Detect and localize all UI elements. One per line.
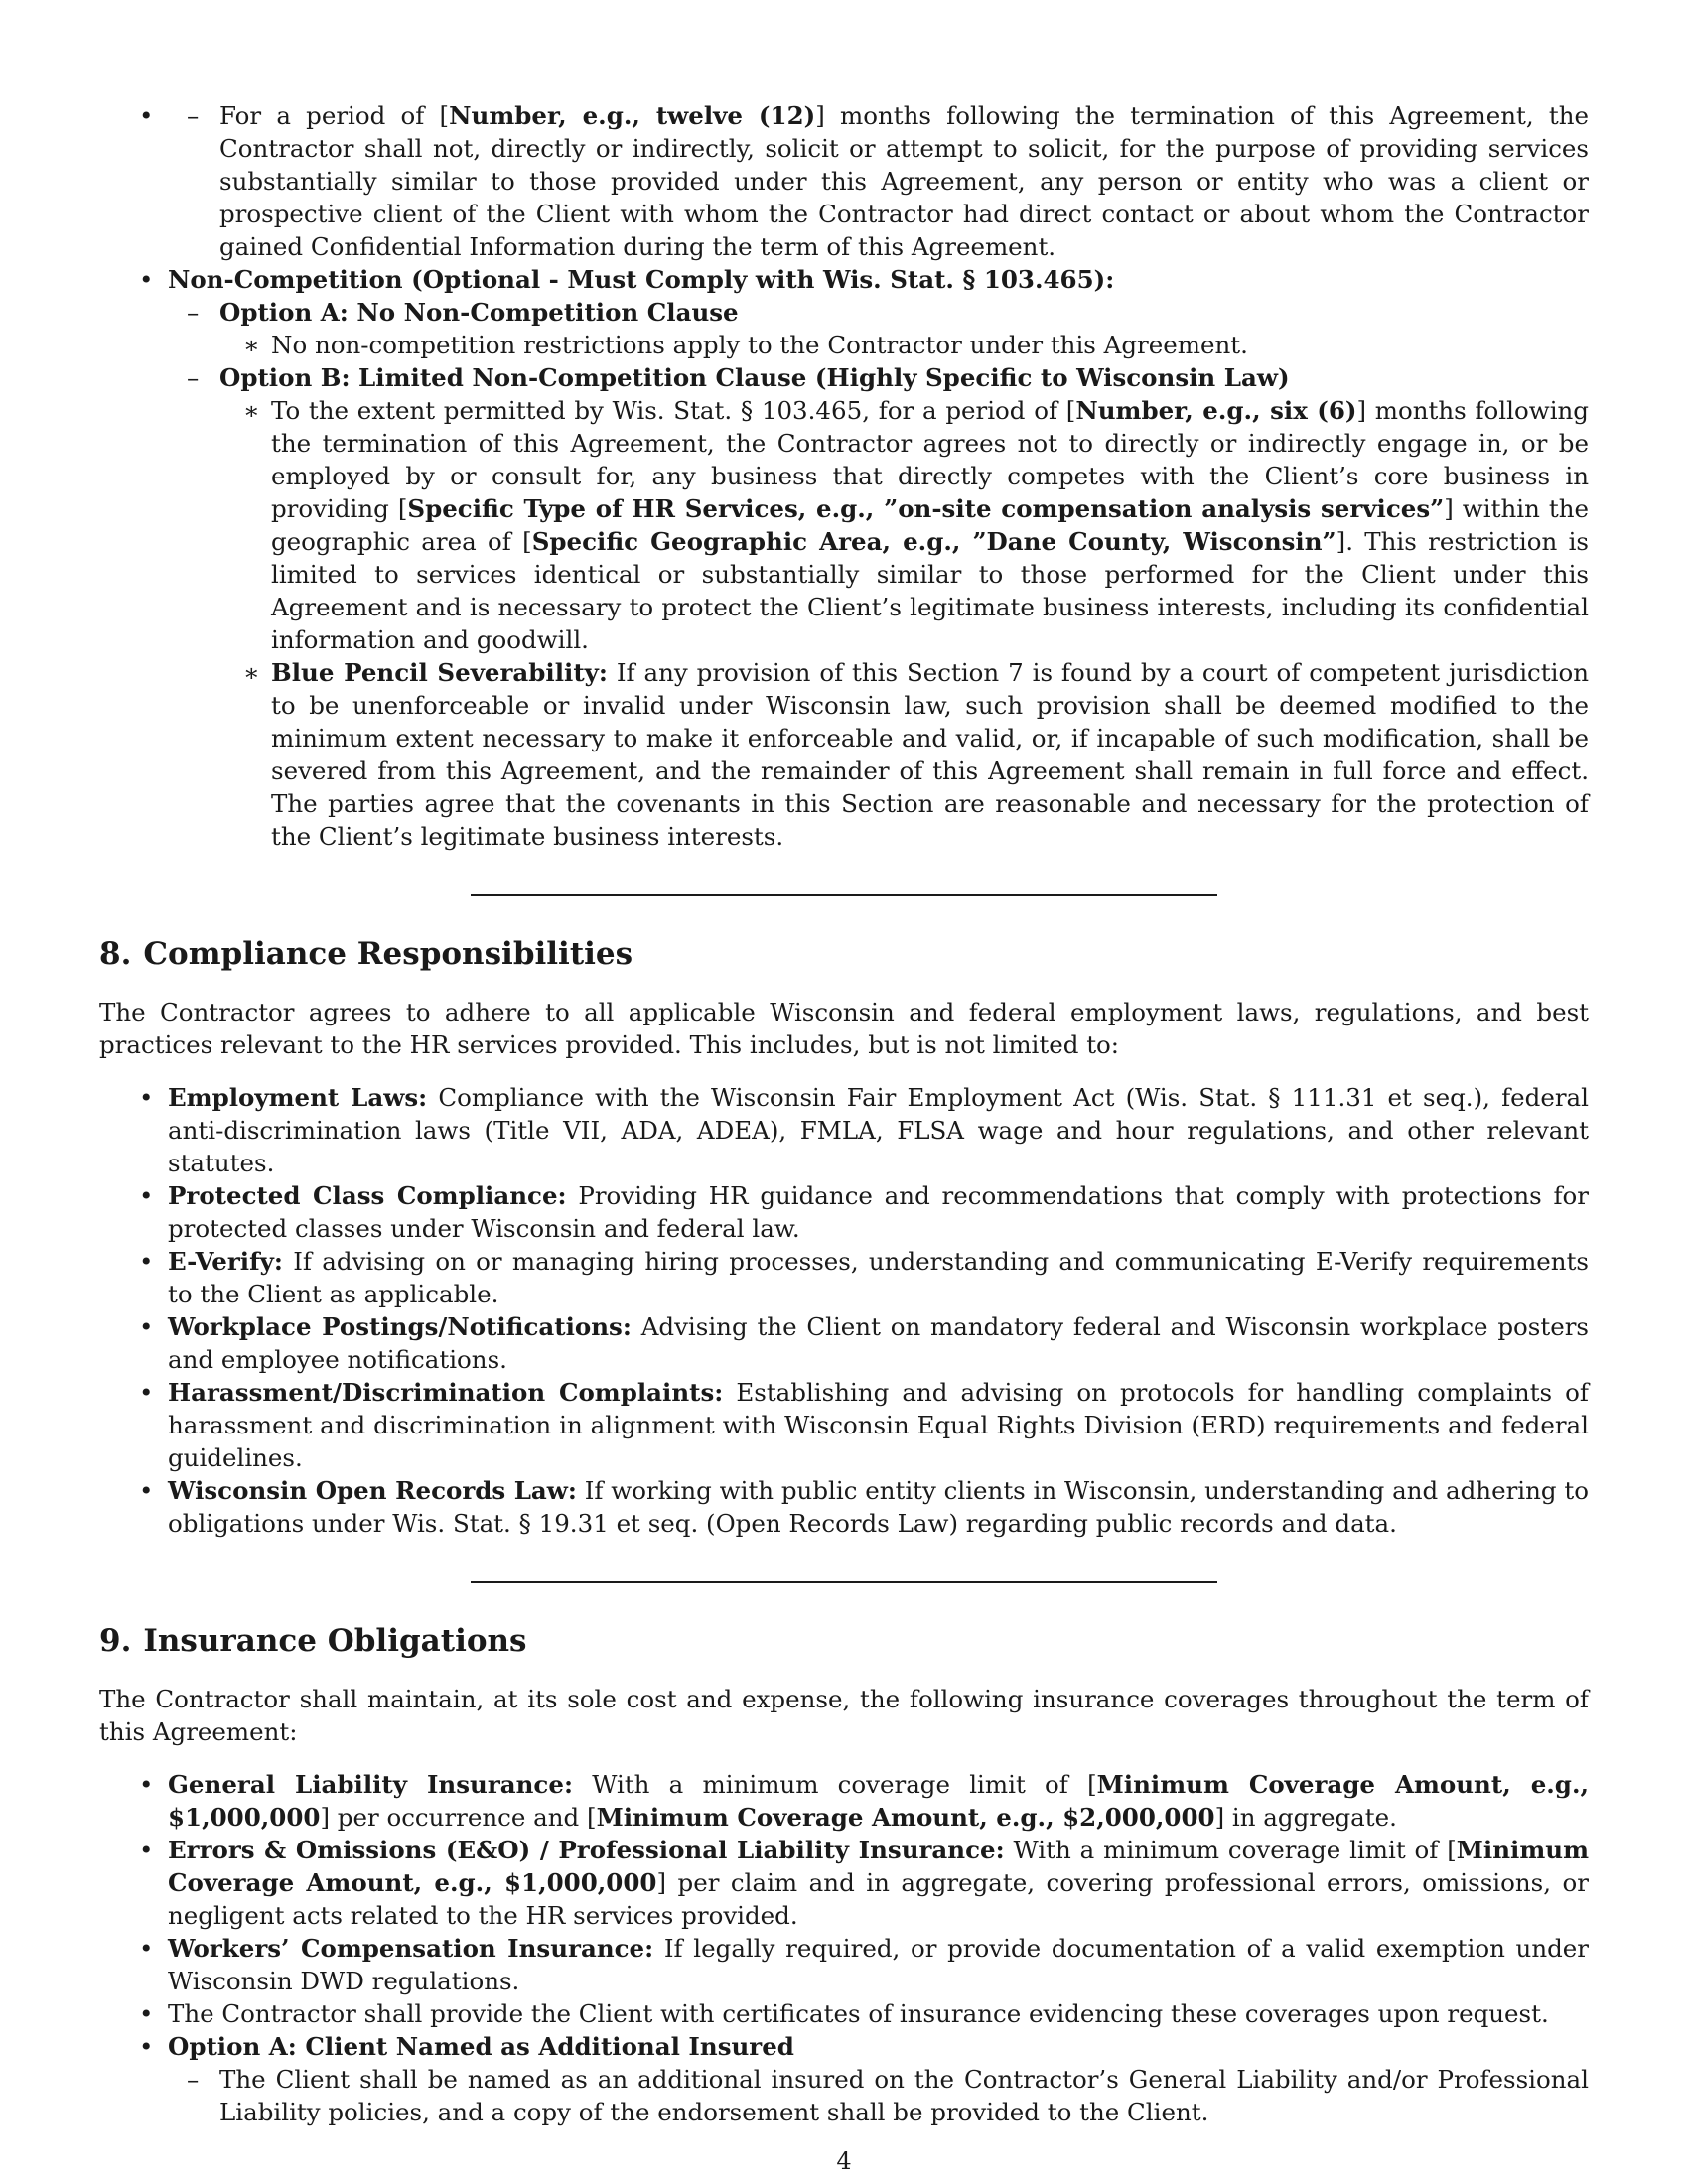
option-b-item: – Option B: Limited Non-Competition Clause (Highly Specific to Wisconsin Law) ∗ To the extent permitted by Wis. Stat. § 103.465, for a period of [Number, e.g., six (6)] months following the termination of this Agreement, the Contractor agrees not to directly or indirectly engage in, or be employed by or consult for, any business that directly competes with the Client’s core business in providing [Specific Type of HR Services, e.g., ”on-site compensation analysis services”] within the geographic area of [Specific Geographic Area, e.g., ”Dane County, Wisconsin”]. This restriction is limited to services identical or substantially similar to those performed for the Client under this Agreement and is necessary to protect the Client’s legitimate business interests, including its confidential information and goodwill. ∗ Blue Pencil Severability: If any provision of this Section 7 is found by a court of competent jurisdiction to be unenforceable or invalid under Wisconsin law, such provision shall be deemed modified to the minimum extent necessary to make it enforceable and valid, or, if incapable of such modification, shall be severed from this Agreement, and the remainder of this Agreement shall remain in full force and effect. The parties agree that the covenants in this Section are reasonable and necessary for the protection of the Client’s legitimate business interests. <box>160 361 1589 853</box>
workers-comp-item: • Workers’ Compensation Insurance: If legally required, or provide documentation of a valid exemption under Wisconsin DWD regulations. <box>99 1932 1589 1997</box>
eo-insurance-item: • Errors & Omissions (E&O) / Professional Liability Insurance: With a minimum coverage limit of [Minimum Coverage Amount, e.g., $1,000,000] per claim and in aggregate, covering professional errors, omissions, or negligent acts related to the HR services provided. <box>99 1834 1589 1932</box>
section9-intro: The Contractor shall maintain, at its sole cost and expense, the following insurance coverages throughout the term of this Agreement: <box>99 1685 1589 1746</box>
document-page <box>99 99 1589 2128</box>
list-item: • E-Verify: If advising on or managing hiring processes, understanding and communicating E-Verify requirements to the Client as applicable. <box>99 1245 1589 1310</box>
option-a-item: – Option A: No Non-Competition Clause ∗ No non-competition restrictions apply to the Contractor under this Agreement. <box>160 296 1589 361</box>
section7-list <box>99 99 1589 853</box>
section8-heading: 8. Compliance Responsibilities <box>99 936 633 972</box>
additional-insured-text: – The Client shall be named as an additional insured on the Contractor’s General Liability and/or Professional Liability policies, and a copy of the endorsement shall be provided to the Client. <box>160 2063 1589 2128</box>
section8-list <box>99 1081 1589 1540</box>
list-item: • Harassment/Discrimination Complaints: Establishing and advising on protocols for handling complaints of harassment and discrimination in alignment with Wisconsin Equal Rights Division (ERD) requirements and federal guidelines. <box>99 1376 1589 1474</box>
option-a-text: ∗ No non-competition restrictions apply to the Contractor under this Agreement. <box>219 329 1589 361</box>
certificates-item: • The Contractor shall provide the Client with certificates of insurance evidencing these coverages upon request. <box>99 1997 1589 2030</box>
page-number: 4 <box>836 2147 852 2175</box>
section9-list <box>99 1768 1589 2128</box>
non-compete-clause: ∗ To the extent permitted by Wis. Stat. § 103.465, for a period of [Number, e.g., six (6)] months following the termination of this Agreement, the Contractor agrees not to directly or indirectly engage in, or be employed by or consult for, any business that directly competes with the Client’s core business in providing [Specific Type of HR Services, e.g., ”on-site compensation analysis services”] within the geographic area of [Specific Geographic Area, e.g., ”Dane County, Wisconsin”]. This restriction is limited to services identical or substantially similar to those performed for the Client under this Agreement and is necessary to protect the Client’s legitimate business interests, including its confidential information and goodwill. <box>219 394 1589 656</box>
section9-heading: 9. Insurance Obligations <box>99 1623 527 1659</box>
non-solicit-client-item: – • For a period of [Number, e.g., twelve (12)] months following the termination of this Agreement, the Contractor shall not, directly or indirectly, solicit or attempt to solicit, for the purpose of providing services substantially similar to those provided under this Agreement, any person or entity who was a client or prospective client of the Client with whom the Contractor had direct contact or about whom the Contractor gained Confidential Information during the term of this Agreement. <box>160 99 1589 263</box>
section7-continuation <box>99 99 1589 263</box>
section-divider <box>471 894 1217 896</box>
non-competition-item <box>99 263 1589 853</box>
list-item: • Protected Class Compliance: Providing HR guidance and recommendations that comply with protections for protected classes under Wisconsin and federal law. <box>99 1179 1589 1245</box>
list-item: • Wisconsin Open Records Law: If working with public entity clients in Wisconsin, understanding and adhering to obligations under Wis. Stat. § 19.31 et seq. (Open Records Law) regarding public records and data. <box>99 1474 1589 1540</box>
section-divider <box>471 1581 1217 1583</box>
blue-pencil-severability: ∗ Blue Pencil Severability: If any provision of this Section 7 is found by a court of competent jurisdiction to be unenforceable or invalid under Wisconsin law, such provision shall be deemed modified to the minimum extent necessary to make it enforceable and valid, or, if incapable of such modification, shall be severed from this Agreement, and the remainder of this Agreement shall remain in full force and effect. The parties agree that the covenants in this Section are reasonable and necessary for the protection of the Client’s legitimate business interests. <box>219 656 1589 853</box>
list-item: • Workplace Postings/Notifications: Advising the Client on mandatory federal and Wisconsin workplace posters and employee notifications. <box>99 1310 1589 1376</box>
general-liability-item: • General Liability Insurance: With a minimum coverage limit of [Minimum Coverage Amount, e.g., $1,000,000] per occurrence and [Minimum Coverage Amount, e.g., $2,000,000] in aggregate. <box>99 1768 1589 1834</box>
section8-intro: The Contractor agrees to adhere to all applicable Wisconsin and federal employment laws, regulations, and best practices relevant to the HR services provided. This includes, but is not limited to: <box>99 998 1589 1059</box>
non-competition-title: Non-Competition (Optional - Must Comply with Wis. Stat. § 103.465): <box>168 265 1115 294</box>
additional-insured-option: • Option A: Client Named as Additional Insured – The Client shall be named as an additional insured on the Contractor’s General Liability and/or Professional Liability policies, and a copy of the endorsement shall be provided to the Client. <box>99 2030 1589 2128</box>
list-item: • Employment Laws: Compliance with the Wisconsin Fair Employment Act (Wis. Stat. § 111.31 et seq.), federal anti-discrimination laws (Title VII, ADA, ADEA), FMLA, FLSA wage and hour regulations, and other relevant statutes. <box>99 1081 1589 1179</box>
